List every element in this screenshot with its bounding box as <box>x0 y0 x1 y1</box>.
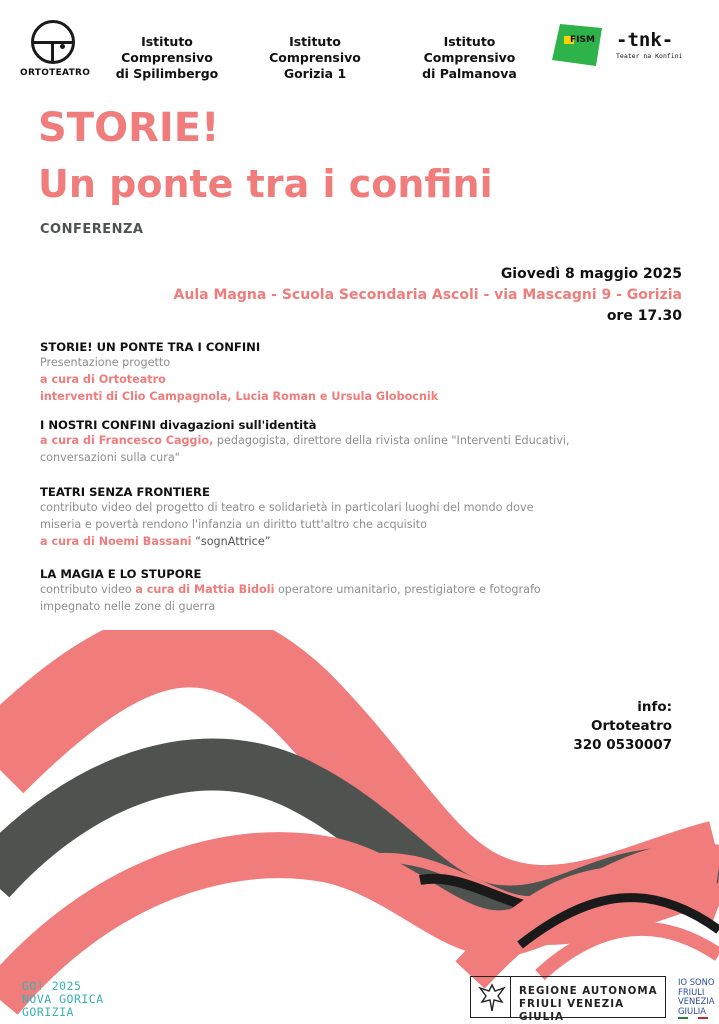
program-desc: Presentazione progetto <box>40 356 171 369</box>
program-speakers: interventi di Clio Campagnola, Lucia Roman e Ursula Globocnik <box>40 390 439 403</box>
program-curator: a cura di Mattia Bidoli <box>135 583 275 596</box>
conference-label: CONFERENZA <box>40 222 144 237</box>
info-label: info: <box>637 699 672 715</box>
info-phone[interactable]: 320 0530007 <box>573 737 672 753</box>
title-subtitle: Un ponte tra i confini <box>38 162 493 206</box>
program-curator: a cura di Noemi Bassani <box>40 535 192 548</box>
region-name: REGIONE AUTONOMA FRIULI VENEZIA GIULIA <box>519 985 658 1023</box>
event-date: Giovedì 8 maggio 2025 <box>500 266 682 282</box>
program-desc: a cura di Francesco Caggio, pedagogista, direttore della rivista online "Interventi Educativi, <box>40 434 570 447</box>
program-curator: a cura di Ortoteatro <box>40 373 166 386</box>
region-logo <box>470 976 666 1023</box>
event-details <box>82 264 682 327</box>
program-desc: miseria e povertà rendono l'infanzia un diritto tutt'altro che acquisito <box>40 518 427 531</box>
io-sono-fvg-logo: IO SONO FRIULI VENEZIA GIULIA <box>678 978 715 1019</box>
program-desc: contributo video a cura di Mattia Bidoli operatore umanitario, prestigiatore e fotografo <box>40 583 541 596</box>
program-curator: a cura di Francesco Caggio, <box>40 434 214 447</box>
program-desc: conversazioni sulla cura" <box>40 451 180 464</box>
program-heading: I NOSTRI CONFINI divagazioni sull'identità <box>40 418 317 432</box>
go2025-logo: GO! 2025 NOVA GORICA GORIZIA <box>22 979 104 1019</box>
tnk-logo <box>616 30 696 60</box>
partner-gorizia: Istituto Comprensivo Gorizia 1 <box>269 34 361 81</box>
ortoteatro-logo <box>20 20 91 82</box>
fism-flag-icon <box>552 22 602 68</box>
program-desc: a cura di Noemi Bassani “sognAttrice” <box>40 535 271 548</box>
program-heading: LA MAGIA E LO STUPORE <box>40 567 202 581</box>
program-item <box>40 418 690 466</box>
info-name: Ortoteatro <box>591 718 672 734</box>
program-item <box>40 340 680 405</box>
program-item <box>40 567 690 615</box>
partner-palmanova: Istituto Comprensivo di Palmanova <box>422 34 517 81</box>
event-venue: Aula Magna - Scuola Secondaria Ascoli - via Mascagni 9 - Gorizia <box>173 287 682 303</box>
program-heading: STORIE! UN PONTE TRA I CONFINI <box>40 340 261 354</box>
tnk-wordmark: -tnk- <box>616 29 674 51</box>
fism-label: FISM <box>570 35 595 45</box>
tnk-subtitle: Teater na Konfini <box>616 52 683 60</box>
partner-spilimbergo: Istituto Comprensivo di Spilimbergo <box>115 34 219 81</box>
program-item <box>40 485 690 550</box>
program-desc: impegnato nelle zone di guerra <box>40 600 216 613</box>
decorative-waves <box>0 630 719 1024</box>
program-heading: TEATRI SENZA FRONTIERE <box>40 485 210 499</box>
fism-logo <box>552 22 602 68</box>
ortoteatro-wordmark: ORTOTEATRO <box>20 68 91 78</box>
io-sono-flag-bar <box>678 1017 708 1019</box>
title-storie: STORIE! <box>38 105 220 151</box>
program-desc: contributo video del progetto di teatro e solidarietà in particolari luoghi del mondo dove <box>40 501 534 514</box>
ortoteatro-mark-icon <box>31 20 75 64</box>
eagle-icon <box>477 982 507 1014</box>
info-block <box>472 698 672 755</box>
event-time: ore 17.30 <box>606 308 682 324</box>
